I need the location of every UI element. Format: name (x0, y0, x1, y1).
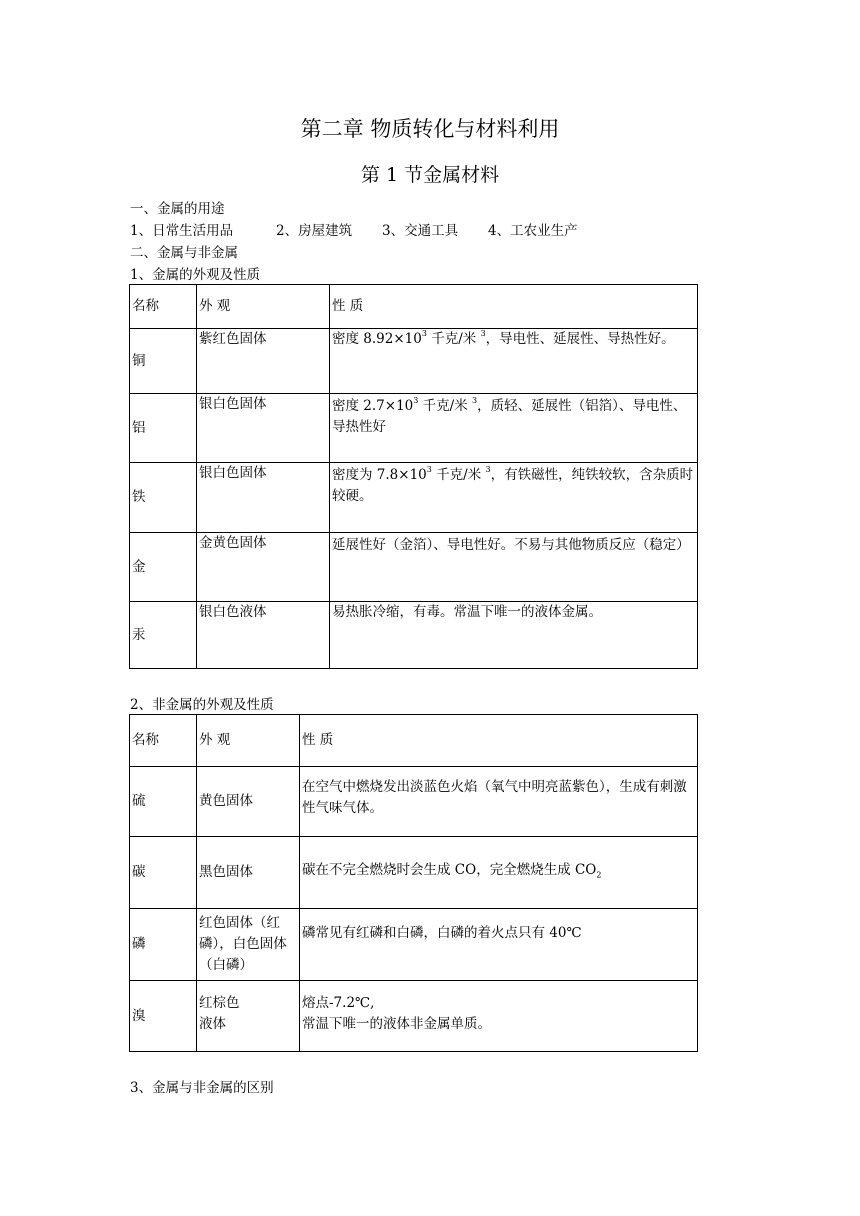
row-properties: 密度为 $7.8\times 10^3$ 千克/米 $^3$，有铁磁性，纯铁较软，含杂质时较硬。 (330, 463, 698, 533)
use-item: 4、工农业生产 (488, 223, 578, 239)
table-row (130, 329, 698, 394)
table-row (130, 909, 698, 981)
row-appearance: 银白色液体 (197, 602, 330, 669)
row-name: 硫 (130, 767, 197, 837)
row-name: 金 (130, 533, 197, 602)
row-name: 溴 (130, 981, 197, 1052)
row-appearance: 红棕色 液体 (197, 981, 300, 1052)
header-name: 名称 (130, 715, 197, 767)
row-name: 碳 (130, 837, 197, 909)
row-properties: 熔点-7.2℃, 常温下唯一的液体非金属单质。 (300, 981, 698, 1052)
row-properties: 碳在不完全燃烧时会生成 CO，完全燃烧生成 $CO_2$ (300, 837, 698, 909)
heading-metal-uses: 一、金属的用途 (130, 201, 225, 217)
row-properties: 磷常见有红磷和白磷，白磷的着火点只有 40℃ (300, 909, 698, 981)
use-item: 3、交通工具 (382, 223, 459, 239)
uses-list (130, 219, 578, 239)
row-appearance: 银白色固体 (197, 463, 330, 533)
heading-metal-nonmetal: 二、金属与非金属 (130, 245, 238, 261)
chapter-title: 第二章 物质转化与材料利用 (300, 117, 560, 141)
row-properties: 在空气中燃烧发出淡蓝色火焰（氧气中明亮蓝紫色），生成有刺激性气味气体。 (300, 767, 698, 837)
row-appearance: 紫红色固体 (197, 329, 330, 394)
metals-caption: 1、金属的外观及性质 (130, 267, 261, 283)
table-header-row (130, 715, 698, 767)
row-name: 磷 (130, 909, 197, 981)
table-row (130, 767, 698, 837)
header-appearance: 外 观 (197, 285, 330, 329)
row-properties: 密度 $2.7\times 10^3$ 千克/米 $^3$，质轻、延展性（铝箔）、导电性、导热性好 (330, 394, 698, 463)
row-appearance: 红色固体（红磷），白色固体（白磷） (197, 909, 300, 981)
row-name: 铜 (130, 329, 197, 394)
row-properties: 密度 $8.92\times 10^3$ 千克/米 $^3$，导电性、延展性、导热性好。 (330, 329, 698, 394)
row-properties: 延展性好（金箔）、导电性好。不易与其他物质反应（稳定） (330, 533, 698, 602)
table-row (130, 602, 698, 669)
section-title: 第 1 节金属材料 (360, 164, 500, 186)
row-appearance: 黄色固体 (197, 767, 300, 837)
header-appearance: 外 观 (197, 715, 300, 767)
nonmetals-caption: 2、非金属的外观及性质 (130, 697, 274, 713)
heading-difference: 3、金属与非金属的区别 (130, 1080, 274, 1096)
row-appearance: 黑色固体 (197, 837, 300, 909)
row-name: 铝 (130, 394, 197, 463)
header-name: 名称 (130, 285, 197, 329)
table-row (130, 394, 698, 463)
table-row (130, 837, 698, 909)
row-name: 铁 (130, 463, 197, 533)
table-header-row (130, 285, 698, 329)
row-appearance: 金黄色固体 (197, 533, 330, 602)
row-appearance: 银白色固体 (197, 394, 330, 463)
row-properties: 易热胀冷缩，有毒。常温下唯一的液体金属。 (330, 602, 698, 669)
header-properties: 性 质 (330, 285, 698, 329)
table-row (130, 533, 698, 602)
header-properties: 性 质 (300, 715, 698, 767)
use-item: 2、房屋建筑 (276, 223, 353, 239)
use-item: 1、日常生活用品 (130, 223, 234, 239)
table-row (130, 463, 698, 533)
row-name: 汞 (130, 602, 197, 669)
table-row (130, 981, 698, 1052)
metals-table (129, 284, 698, 669)
nonmetals-table (129, 714, 698, 1052)
